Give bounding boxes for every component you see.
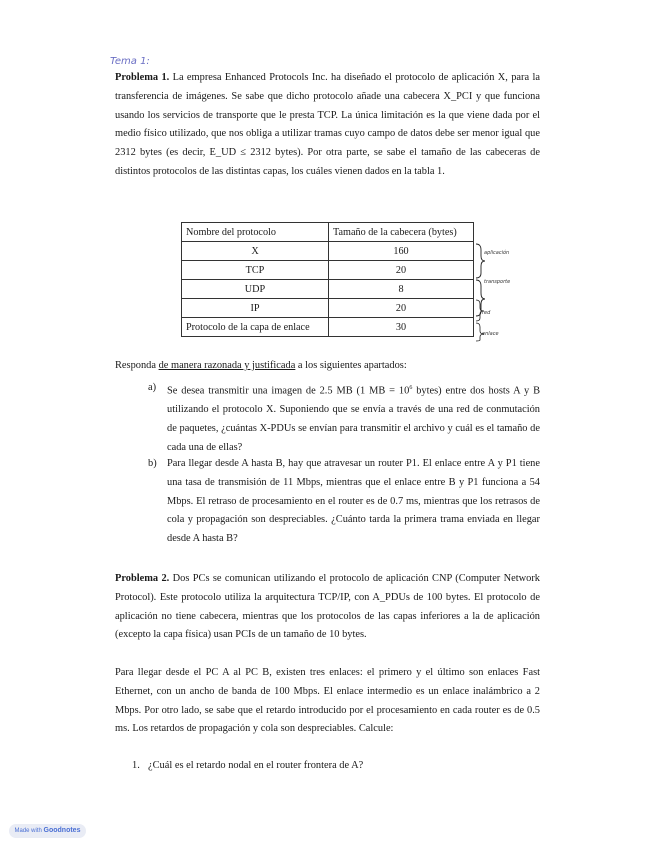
table-row: [182, 261, 474, 280]
question-1: [132, 760, 363, 771]
table-cell: Protocolo de la capa de enlace: [182, 318, 329, 337]
instructions-underlined: de manera razonada y justificada: [158, 360, 296, 371]
item-a-text-before: Se desea transmitir una imagen de 2.5 MB (1 MB = 10: [167, 385, 410, 397]
table-cell: UDP: [182, 280, 329, 299]
question-1-number: 1.: [132, 760, 140, 771]
annotation-enlace: enlace: [482, 331, 499, 337]
instructions-line: [115, 360, 407, 371]
problem-2-text: Dos PCs se comunican utilizando el protocolo de aplicación CNP (Computer Network Protocol). Este protocolo utiliza la arquitectura TCP/IP, con A_PDUs de 100 bytes. El protocolo de aplicación no tiene cabecera, mientras que los protocolos de las capas inferiores a la de aplicación (excepto la capa física) usan PCIs de un tamaño de 10 bytes.: [115, 573, 540, 641]
table-cell: 20: [329, 299, 474, 318]
item-a-text-after: bytes) entre dos hosts A y B utilizando el protocolo X. Suponiendo que se envía a través de una red de conmutación de paquetes, ¿cuántas X-PDUs se envían para transmitir el archivo y cuál es el tamaño de cada una de ellas?: [167, 385, 540, 453]
table-cell: 8: [329, 280, 474, 299]
handwritten-braces: [474, 242, 486, 342]
table-cell: 30: [329, 318, 474, 337]
item-a-label: a): [148, 382, 157, 393]
annotation-aplicacion: aplicación: [484, 250, 510, 256]
table-row: [182, 280, 474, 299]
badge-brand: Goodnotes: [43, 827, 81, 834]
item-a: [148, 379, 540, 458]
table-header-row: [182, 223, 474, 242]
handwritten-note: Tema 1:: [110, 56, 150, 67]
header-size-table: [181, 222, 474, 337]
instructions-after: a los siguientes apartados:: [295, 360, 407, 371]
problem-2-paragraph-2: Para llegar desde el PC A al PC B, existen tres enlaces: el primero y el último son enlaces Fast Ethernet, con un ancho de banda de 100 Mbps. El enlace intermedio es un enlace inalámbrico a 2 Mbps. Por otro lado, se sabe que el retardo introducido por el procesamiento en cada router es de 0.5 ms. Los retardos de propagación y cola son despreciables. Calcule:: [115, 667, 540, 735]
item-b: [148, 455, 540, 549]
table-cell: 160: [329, 242, 474, 261]
instructions-before: Responda: [115, 360, 159, 371]
problem-1-text: La empresa Enhanced Protocols Inc. ha diseñado el protocolo de aplicación X, para la transferencia de imágenes. Se sabe que dicho protocolo añade una cabecera X_PCI y que funciona usando los servicios de transporte que le presta TCP. La única limitación es la que viene dada por el medio físico utilizado, que nos obliga a utilizar tramas cuyo campo de datos debe ser menor igual que 2312 bytes (es decir, E_UD ≤ 2312 bytes). Por otra parte, se sabe el tamaño de las cabeceras de distintos protocolos de las distintas capas, los cuáles vienen dados en la tabla 1.: [115, 72, 540, 177]
table-row: [182, 318, 474, 337]
item-b-text: Para llegar desde A hasta B, hay que atravesar un router P1. El enlace entre A y P1 tiene una tasa de transmisión de 11 Mbps, mientras que el enlace entre B y P1 funciona a 54 Mbps. El retraso de procesamiento en el router es de 0.7 ms, mientras que los retrasos de cola y propagación son despreciables. ¿Cuánto tarda la primera trama enviada en llegar desde A hasta B?: [167, 458, 540, 545]
table-cell: X: [182, 242, 329, 261]
item-a-text: [167, 379, 540, 458]
goodnotes-badge[interactable]: [9, 824, 86, 838]
table-row: [182, 299, 474, 318]
problem-2-heading: Problema 2.: [115, 573, 170, 584]
item-a-sup: 6: [409, 385, 413, 391]
question-1-text: ¿Cuál es el retardo nodal en el router frontera de A?: [148, 760, 364, 771]
table-cell: TCP: [182, 261, 329, 280]
annotation-transporte: transporte: [484, 279, 511, 285]
table-cell: IP: [182, 299, 329, 318]
badge-prefix: Made with: [14, 828, 42, 834]
item-b-label: b): [148, 458, 157, 469]
table-cell: 20: [329, 261, 474, 280]
annotation-red: red: [482, 310, 491, 316]
problem-1-paragraph: [115, 69, 540, 182]
table-row: [182, 242, 474, 261]
problem-1-heading: Problema 1.: [115, 72, 170, 83]
problem-2-paragraph: [115, 570, 540, 645]
table-header-cell: Tamaño de la cabecera (bytes): [329, 223, 474, 242]
table-header-cell: Nombre del protocolo: [182, 223, 329, 242]
